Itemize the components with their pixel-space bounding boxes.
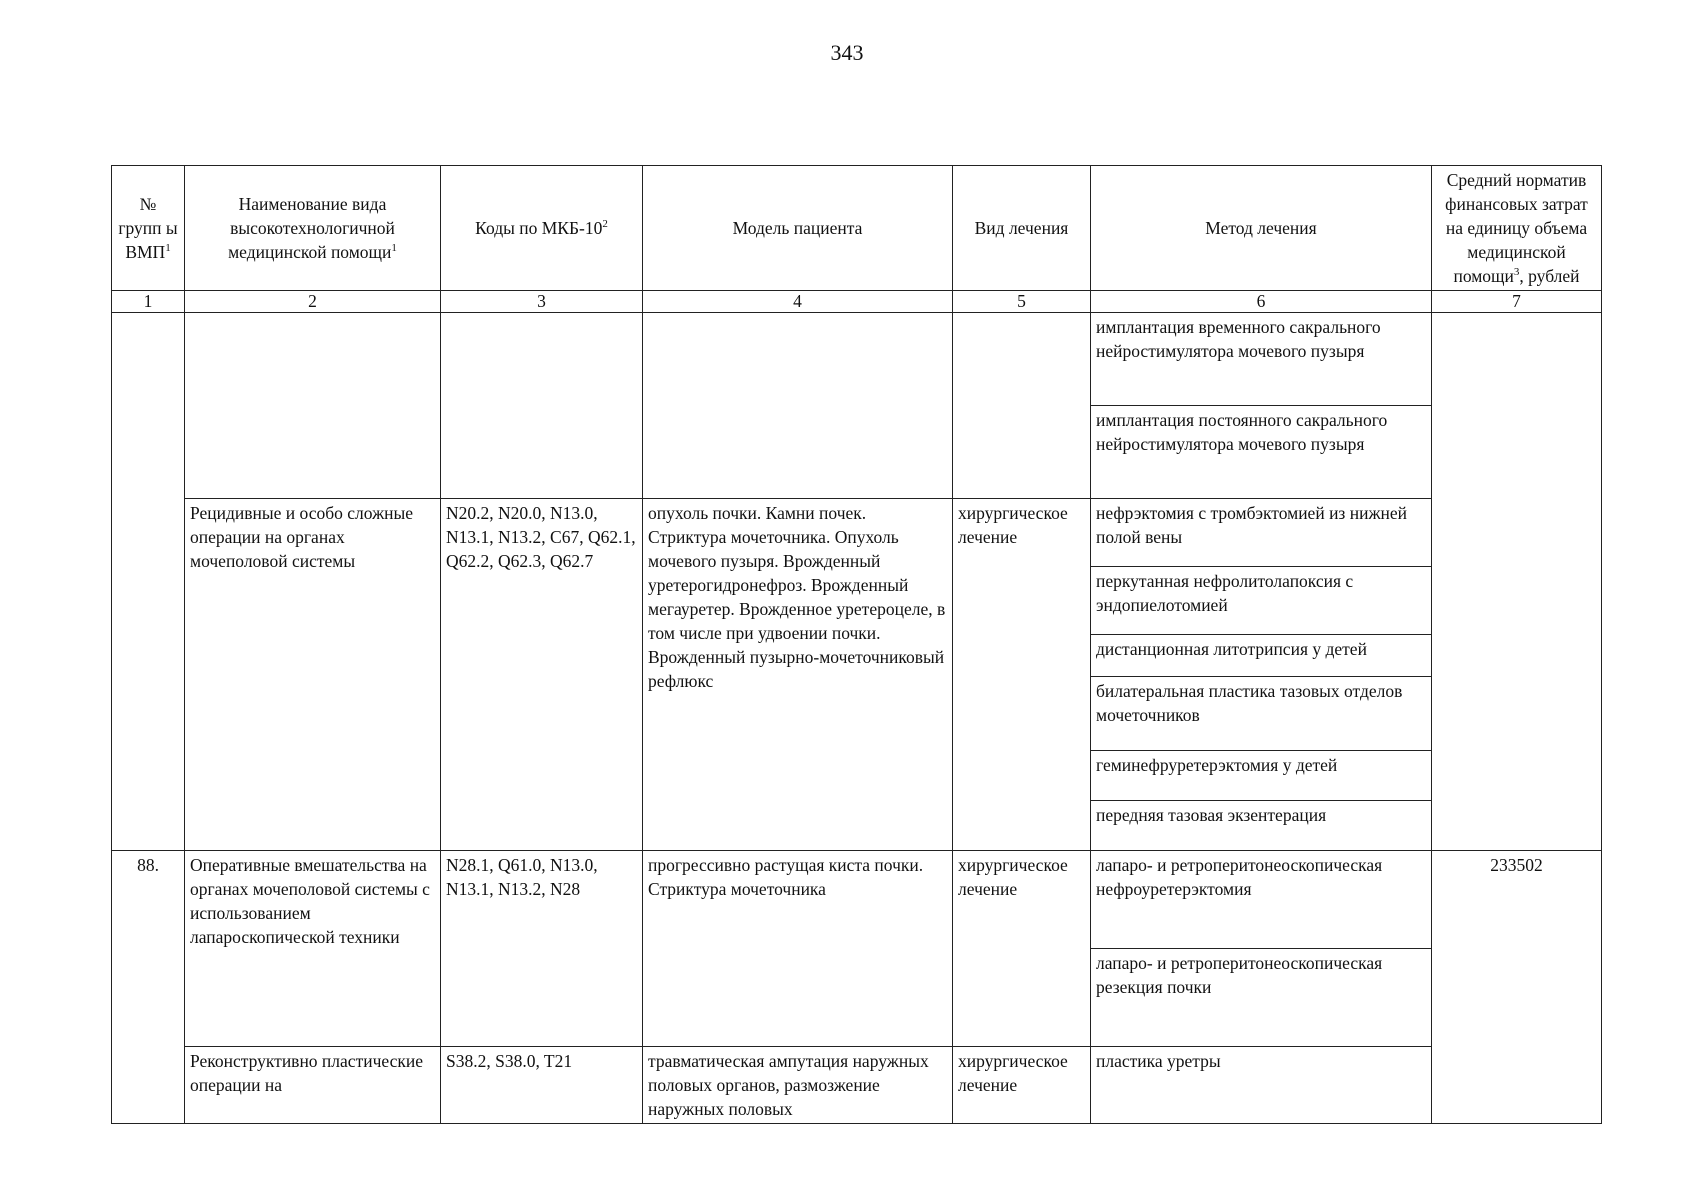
treatment-method-cell: передняя тазовая экзентерация	[1091, 801, 1432, 851]
column-number: 7	[1432, 291, 1602, 313]
patient-model-cell: травматическая ампутация наружных половых органов, размозжение наружных половых	[643, 1047, 953, 1124]
group-number-cell: 88.	[112, 851, 185, 1124]
treatment-method-cell: нефрэктомия с тромбэктомией из нижней полой вены	[1091, 499, 1432, 567]
header-icd-codes: Коды по МКБ-$10^2$	[441, 166, 643, 291]
icd-codes-cell: N20.2, N20.0, N13.0, N13.1, N13.2, C67, Q62.1, Q62.2, Q62.3, Q62.7	[441, 499, 643, 851]
page-number: 343	[830, 40, 864, 65]
header-row	[112, 166, 1602, 291]
care-type-cell: Реконструктивно пластические операции на	[185, 1047, 441, 1124]
treatment-method-cell: геминефруретерэктомия у детей	[1091, 751, 1432, 801]
icd-codes-cell: N28.1, Q61.0, N13.0, N13.1, N13.2, N28	[441, 851, 643, 1047]
column-number: 2	[185, 291, 441, 313]
care-type-cell: Рецидивные и особо сложные операции на органах мочеполовой системы	[185, 499, 441, 851]
treatment-method-cell: перкутанная нефролитолапоксия с эндопиелотомией	[1091, 567, 1432, 635]
header-group-number: № групп ы ВМП$^1$	[112, 166, 185, 291]
column-number: 3	[441, 291, 643, 313]
patient-model-cell: прогрессивно растущая киста почки. Стриктура мочеточника	[643, 851, 953, 1047]
table-row	[112, 851, 1602, 949]
treatment-method-cell: имплантация постоянного сакрального нейростимулятора мочевого пузыря	[1091, 406, 1432, 499]
header-treatment-type: Вид лечения	[953, 166, 1091, 291]
icd-codes-cell: S38.2, S38.0, T21	[441, 1047, 643, 1124]
treatment-type-cell: хирургическое лечение	[953, 851, 1091, 1047]
treatment-type-cell: хирургическое лечение	[953, 1047, 1091, 1124]
patient-model-cell-empty	[643, 313, 953, 499]
header-treatment-method: Метод лечения	[1091, 166, 1432, 291]
care-type-cell-empty	[185, 313, 441, 499]
treatment-method-cell: дистанционная литотрипсия у детей	[1091, 635, 1432, 677]
treatment-method-cell: лапаро- и ретроперитонеоскопическая резекция почки	[1091, 949, 1432, 1047]
column-number: 5	[953, 291, 1091, 313]
treatment-method-cell: лапаро- и ретроперитонеоскопическая нефроуретерэктомия	[1091, 851, 1432, 949]
group-number-cell-empty	[112, 313, 185, 851]
header-care-type: Наименование вида высокотехнологичной медицинской помощи$^1$	[185, 166, 441, 291]
cost-cell: 233502	[1432, 851, 1602, 1124]
table-row	[112, 313, 1602, 406]
patient-model-cell: опухоль почки. Камни почек. Стриктура мочеточника. Опухоль мочевого пузыря. Врожденный уретерогидронефроз. Врожденный мегауретер. Врожденное уретероцеле, в том числе при удвоении почки. Врожденный пузырно-мочеточниковый рефлюкс	[643, 499, 953, 851]
table-row	[112, 1047, 1602, 1124]
treatment-method-cell: имплантация временного сакрального нейростимулятора мочевого пузыря	[1091, 313, 1432, 406]
table-row	[112, 499, 1602, 567]
column-number: 1	[112, 291, 185, 313]
icd-codes-cell-empty	[441, 313, 643, 499]
treatment-method-cell: билатеральная пластика тазовых отделов мочеточников	[1091, 677, 1432, 751]
care-type-cell: Оперативные вмешательства на органах мочеполовой системы с использованием лапароскопической техники	[185, 851, 441, 1047]
cost-cell-empty	[1432, 313, 1602, 851]
column-number: 4	[643, 291, 953, 313]
column-number-row	[112, 291, 1602, 313]
header-patient-model: Модель пациента	[643, 166, 953, 291]
treatment-method-cell: пластика уретры	[1091, 1047, 1432, 1124]
header-cost-standard: Средний норматив финансовых затрат на единицу объема медицинской помощи$^3$, рублей	[1432, 166, 1602, 291]
column-number: 6	[1091, 291, 1432, 313]
treatment-type-cell: хирургическое лечение	[953, 499, 1091, 851]
treatment-type-cell-empty	[953, 313, 1091, 499]
vmp-table	[111, 165, 1602, 1124]
